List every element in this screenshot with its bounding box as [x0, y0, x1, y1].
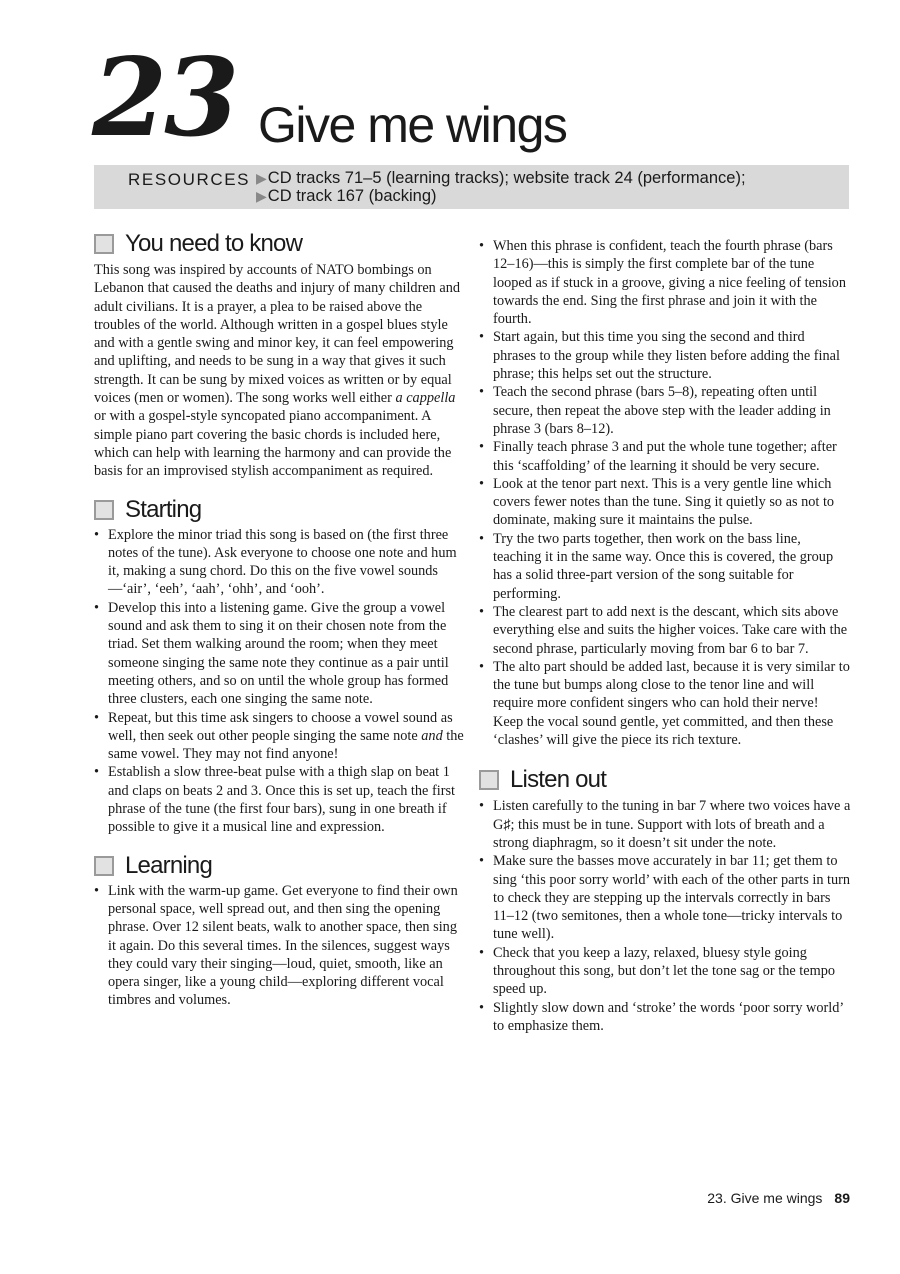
list-item: • Link with the warm-up game. Get everyone to find their own personal space, well spread out, and then sing the opening phrase. Over 12 silent beats, walk to another space, then sing it again. Do this several times. In the silences, suggest ways they could vary their singing—loud, quiet, smooth, like an opera singer, like a young child—exploring different vocal timbres and volumes. [94, 882, 466, 1010]
list-item: • Explore the minor triad this song is based on (the first three notes of the tune). Ask everyone to choose one note and hum it, making a sung chord. Do this on the five vowel sounds—‘air’, ‘eeh’, ‘aah’, ‘ohh’, and ‘ooh’. [94, 526, 466, 599]
resources-line [256, 187, 746, 205]
paragraph-text: This song was inspired by accounts of NATO bombings on Lebanon that caused the deaths and injury of many children and adult civilians. It is a prayer, a plea to be raised above the troubles of the world. Although written in a gospel blues style and with a gentle swing and minor key, it can feel empowering and uplifting, and needs to be sung in a way that gives it such strength. It can be sung by mixed voices as written or by equal voices (men or women). The song works well either [94, 262, 461, 407]
arrow-right-icon: ▶ [256, 170, 267, 186]
list-item: • Establish a slow three-beat pulse with a thigh slap on beat 1 and claps on beats 2 and 3. Once this is set up, teach the first phrase of the tune (the first four bars), sung in one breath if possible to give it a musical line and expression. [94, 763, 466, 836]
page-number: 89 [834, 1190, 850, 1206]
checkbox-square-icon [94, 500, 114, 520]
left-column [94, 229, 466, 1010]
chapter-title: Give me wings [258, 97, 567, 153]
section-heading-starting [94, 495, 466, 525]
list-item: • The clearest part to add next is the descant, which sits above everything else and suits the higher voices. Take care with the second phrase, particularly moving from bar 6 to bar 7. [479, 603, 851, 658]
right-column [479, 237, 851, 1035]
list-item: • Make sure the basses move accurately in bar 11; get them to sing ‘this poor sorry world’ with each of the other parts in turn to check they are stepping up the intervals correctly in bars 11–12 (two semitones, then a whole tone—tricky intervals to tune well). [479, 852, 851, 943]
listen-out-list [479, 797, 851, 1035]
paragraph-text: or with a gospel-style syncopated piano accompaniment. A simple piano part covering the basic chords is included here, which can help with learning the harmony and can provide the basis for an improvised stylish accompaniment as required. [94, 408, 452, 480]
resources-line-text: CD track 167 (backing) [267, 187, 437, 205]
list-item: • Teach the second phrase (bars 5–8), repeating often until secure, then repeat the above step with the leader adding in phrase 3 (bars 8–12). [479, 383, 851, 438]
checkbox-square-icon [94, 856, 114, 876]
list-item: • When this phrase is confident, teach the fourth phrase (bars 12–16)—this is simply the first complete bar of the tune looped as if stuck in a groove, giving a nice feeling of tension towards the end. Sing the first phrase and join it with the fourth. [479, 237, 851, 328]
page-footer [707, 1190, 850, 1206]
list-item: • Listen carefully to the tuning in bar 7 where two voices have a G♯; this must be in tune. Support with lots of breath and a strong diaphragm, so it doesn’t sit under the note. [479, 797, 851, 852]
section-heading-text: Starting [125, 495, 202, 523]
list-item-text: Repeat, but this time ask singers to choose a vowel sound as well, then seek out other people singing the same note [108, 709, 453, 744]
section-heading-listen-out [479, 765, 851, 795]
checkbox-square-icon [94, 234, 114, 254]
paragraph-italic: a cappella [395, 390, 456, 407]
resources-line-text: CD tracks 71–5 (learning tracks); website track 24 (performance); [267, 169, 746, 187]
checkbox-square-icon [479, 770, 499, 790]
arrow-right-icon: ▶ [256, 188, 267, 204]
chapter-number: 23 [92, 35, 237, 161]
section-heading-text: Learning [125, 851, 213, 879]
section-heading-you-need-to-know [94, 229, 466, 259]
list-item: • Look at the tenor part next. This is a very gentle line which covers fewer notes than the tune. Sing it quietly so as not to dominate, making sure it maintains the pulse. [479, 475, 851, 530]
list-item: • The alto part should be added last, because it is very similar to the tune but bumps along close to the tenor line and will require more confident singers who can hold their nerve! Keep the vocal sound gentle, yet committed, and then these ‘clashes’ will give the piece its rich texture. [479, 658, 851, 749]
list-item: • Develop this into a listening game. Give the group a vowel sound and ask them to sing it on their chosen note from the triad. Set them walking around the room; when they meet someone singing the same note they continue as a pair until meeting others, and so on until the whole group has formed three clusters, each one singing the same note. [94, 599, 466, 709]
resources-bar [94, 165, 849, 209]
intro-paragraph [94, 261, 466, 481]
list-item: • Finally teach phrase 3 and put the whole tune together; after this ‘scaffolding’ of the learning it should be very secure. [479, 438, 851, 475]
list-item-italic: and [421, 727, 443, 744]
section-heading-learning [94, 851, 466, 881]
list-item: • Try the two parts together, then work on the bass line, teaching it in the same way. Once this is covered, the group has a solid three-part version of the song suitable for performing. [479, 530, 851, 603]
section-heading-text: Listen out [510, 766, 607, 794]
list-item [94, 709, 466, 764]
list-item: • Slightly slow down and ‘stroke’ the words ‘poor sorry world’ to emphasize them. [479, 999, 851, 1036]
list-item: • Check that you keep a lazy, relaxed, bluesy style going throughout this song, but don’t let the tone sag or the tempo speed up. [479, 944, 851, 999]
section-heading-text: You need to know [125, 230, 303, 257]
running-head: 23. Give me wings [707, 1190, 823, 1206]
resources-lines [256, 169, 746, 205]
resources-label: RESOURCES [128, 170, 251, 189]
learning-list [94, 882, 466, 1010]
list-item: • Start again, but this time you sing the second and third phrases to the group while they listen before adding the final phrase; this helps set out the structure. [479, 328, 851, 383]
starting-list [94, 526, 466, 837]
list-item-text: the same vowel. They may not find anyone! [108, 727, 464, 763]
resources-line [256, 169, 746, 187]
learning-list-continued [479, 237, 851, 749]
